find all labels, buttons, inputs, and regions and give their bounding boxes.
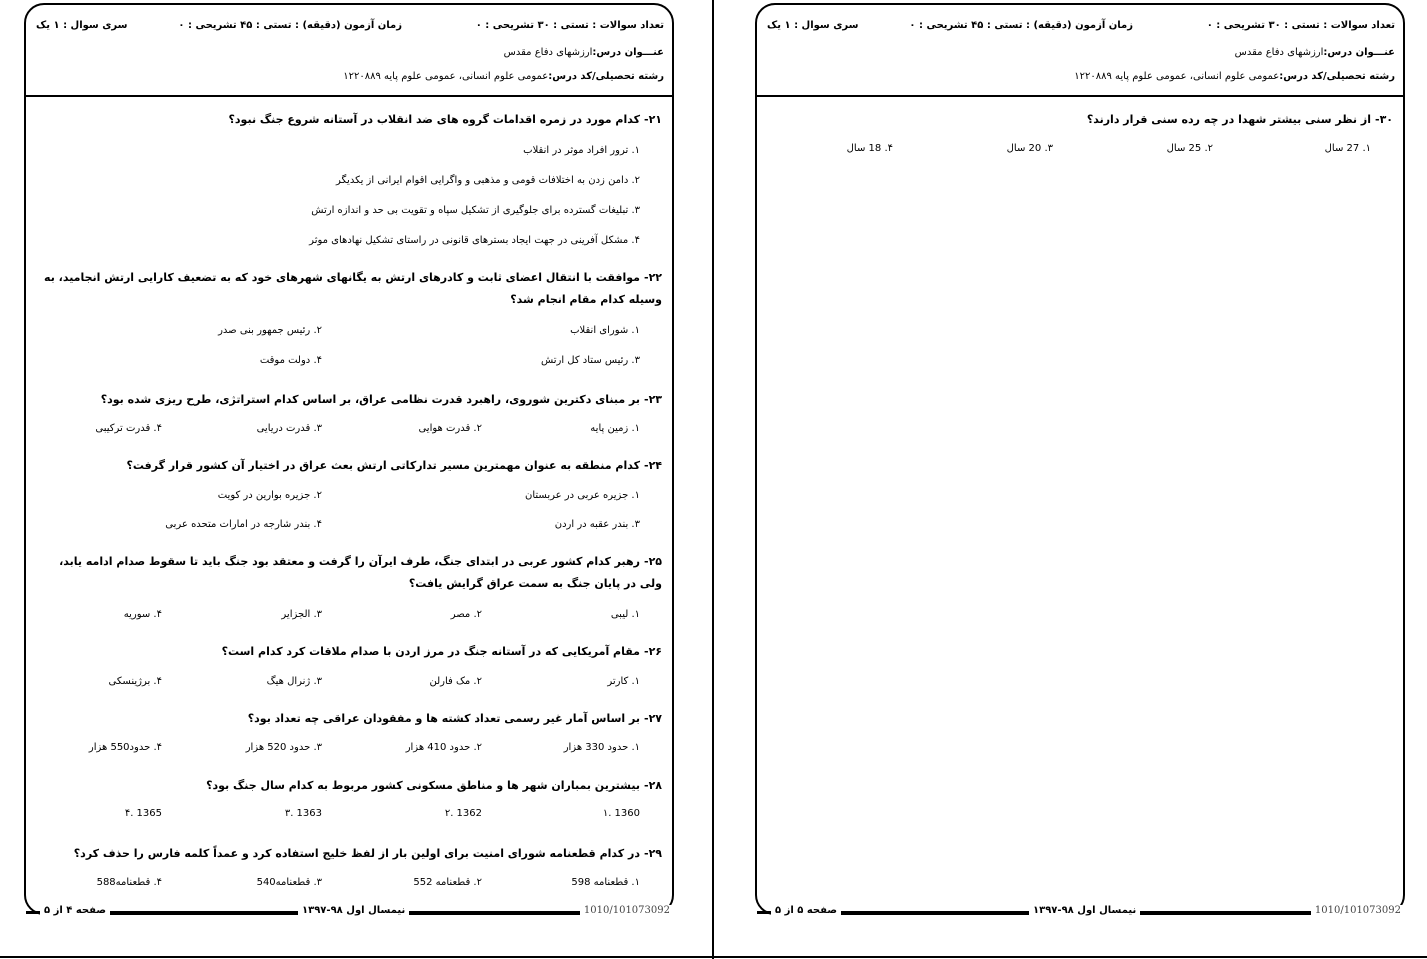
option: 1360 .۱ — [602, 808, 640, 819]
option: ۱. ترور افراد موثر در انقلاب — [523, 145, 640, 156]
option: ۴. قدرت ترکیبی — [95, 423, 162, 434]
question-30: ۳۰-از نظر سنی بیشتر شهدا در چه رده سنی قرار دارند؟ — [1086, 113, 1393, 126]
option: ۱. حدود 330 هزار — [563, 742, 640, 753]
exam-page-4 — [24, 3, 674, 915]
option: ۱. جزیره عربی در عربستان — [525, 490, 640, 501]
option: ۳. قطعنامه540 — [256, 877, 322, 888]
option: 1363 .۳ — [284, 808, 322, 819]
page-number: صفحه ۵ از ۵ — [771, 905, 841, 916]
option: ۴. قطعنامه588 — [96, 877, 162, 888]
course-title-label: عنـــوان درس: — [1323, 47, 1395, 58]
page-number: صفحه ۴ از ۵ — [40, 905, 110, 916]
option: ۳. الجزایر — [281, 609, 322, 620]
option: ۴. حدود550 هزار — [88, 742, 162, 753]
option: ۳. بندر عقبه در اردن — [554, 519, 640, 530]
option: ۳. رئیس ستاد کل ارتش — [540, 355, 640, 366]
term-label: نیمسال اول ۹۸-۱۳۹۷ — [298, 905, 409, 916]
bottom-rule — [0, 956, 1427, 958]
option: ۳. ژنرال هیگ — [266, 676, 322, 687]
option: ۳. 20 سال — [1006, 143, 1053, 154]
question-28: ۲۸-بیشترین بمباران شهر ها و مناطق مسکونی کشور مربوط به کدام سال جنگ بود؟ — [206, 779, 662, 792]
option: ۲. قطعنامه 552 — [413, 877, 482, 888]
course-title: ارزشهای دفاع مقدس — [503, 47, 593, 58]
question-23: ۲۳-بر مبنای دکترین شوروی، راهبرد قدرت نظامی عراق، بر اساس کدام استراتژی، طرح ریزی شده بود؟ — [100, 393, 662, 406]
question-count: تعداد سوالات : تستی : ۳۰ تشریحی : ۰ — [1206, 20, 1395, 31]
question-21: ۲۱-کدام مورد در زمره اقدامات گروه های ضد انقلاب در آستانه شروع جنگ نبود؟ — [228, 113, 662, 126]
exam-code: 1010/101073092 — [580, 905, 674, 916]
course-title-label: عنـــوان درس: — [592, 47, 664, 58]
page-footer — [26, 903, 672, 923]
option: ۳. حدود 520 هزار — [245, 742, 322, 753]
field-label: رشته تحصیلی/کد درس: — [1279, 71, 1395, 82]
question-22: ۲۲-موافقت با انتقال اعضای ثابت و کادرهای ارتش به یگانهای شهرهای خود که به تضعیف کارایی ارتش انجامید، به وسیله کدام مقام انجام شد؟ — [44, 271, 662, 306]
option: 1365 .۴ — [124, 808, 162, 819]
question-24: ۲۴-کدام منطقه به عنوان مهمترین مسیر تدارکاتی ارتش بعث عراق در اختیار آن کشور قرار گرفت؟ — [126, 459, 662, 472]
question-count: تعداد سوالات : تستی : ۳۰ تشریحی : ۰ — [475, 20, 664, 31]
option: ۲. دامن زدن به اختلافات قومی و مذهبی و واگرایی اقوام ایرانی از یکدیگر — [336, 175, 640, 186]
option: ۲. مک فارلن — [429, 676, 482, 687]
question-26: ۲۶-مقام آمریکایی که در آستانه جنگ در مرز اردن با صدام ملاقات کرد کدام است؟ — [221, 645, 662, 658]
option: ۱. کارتر — [607, 676, 640, 687]
option: 1362 .۲ — [444, 808, 482, 819]
question-series: سری سوال : ۱ یک — [36, 20, 128, 31]
exam-time: زمان آزمون (دقیقه) : تستی : ۴۵ تشریحی : ۰ — [909, 20, 1133, 31]
option: ۱. قطعنامه 598 — [571, 877, 640, 888]
exam-page-5 — [755, 3, 1405, 915]
option: ۲. قدرت هوایی — [418, 423, 482, 434]
exam-code: 1010/101073092 — [1311, 905, 1405, 916]
page-divider — [712, 0, 714, 959]
option: ۴. بندر شارجه در امارات متحده عربی — [165, 519, 322, 530]
option: ۲. 25 سال — [1166, 143, 1213, 154]
option: ۴. برژینسکی — [108, 676, 162, 687]
course-title: ارزشهای دفاع مقدس — [1234, 47, 1324, 58]
option: ۲. مصر — [450, 609, 482, 620]
option: ۴. دولت موقت — [259, 355, 322, 366]
question-25: ۲۵-رهبر کدام کشور عربی در ابتدای جنگ، طرف ایرآن را گرفت و معتقد بود جنگ باید تا سقوط صدام ادامه یابد، ولی در پایان جنگ به سمت عراق گرایش یافت؟ — [59, 555, 662, 590]
option: ۴. 18 سال — [846, 143, 893, 154]
option: ۲. رئیس جمهور بنی صدر — [218, 325, 322, 336]
field-value: عمومی علوم انسانی، عمومی علوم پایه ۱۲۲۰۸۸۹ — [343, 71, 549, 82]
term-label: نیمسال اول ۹۸-۱۳۹۷ — [1029, 905, 1140, 916]
option: ۱. 27 سال — [1324, 143, 1371, 154]
option: ۱. زمین پایه — [590, 423, 640, 434]
page-footer — [757, 903, 1403, 923]
option: ۳. تبلیغات گسترده برای جلوگیری از تشکیل سپاه و تقویت بی حد و اندازه ارتش — [311, 205, 640, 216]
question-27: ۲۷-بر اساس آمار غیر رسمی تعداد کشته ها و مفقودان عراقی چه تعداد بود؟ — [247, 712, 662, 725]
option: ۲. جزیره بوارین در کویت — [217, 490, 322, 501]
page-header — [757, 5, 1403, 97]
question-series: سری سوال : ۱ یک — [767, 20, 859, 31]
exam-time: زمان آزمون (دقیقه) : تستی : ۴۵ تشریحی : ۰ — [178, 20, 402, 31]
option: ۴. مشکل آفرینی در جهت ایجاد بسترهای قانونی در راستای تشکیل نهادهای موثر — [309, 235, 640, 246]
field-value: عمومی علوم انسانی، عمومی علوم پایه ۱۲۲۰۸۸۹ — [1074, 71, 1280, 82]
option: ۲. حدود 410 هزار — [405, 742, 482, 753]
option: ۱. شورای انقلاب — [570, 325, 640, 336]
option: ۴. سوریه — [123, 609, 162, 620]
page-header — [26, 5, 672, 97]
field-label: رشته تحصیلی/کد درس: — [548, 71, 664, 82]
question-29: ۲۹-در کدام قطعنامه شورای امنیت برای اولین بار از لفظ خلیج استفاده کرد و عمداً کلمه فارس را حذف کرد؟ — [73, 847, 662, 860]
option: ۱. لیبی — [610, 609, 640, 620]
option: ۳. قدرت دریایی — [256, 423, 322, 434]
